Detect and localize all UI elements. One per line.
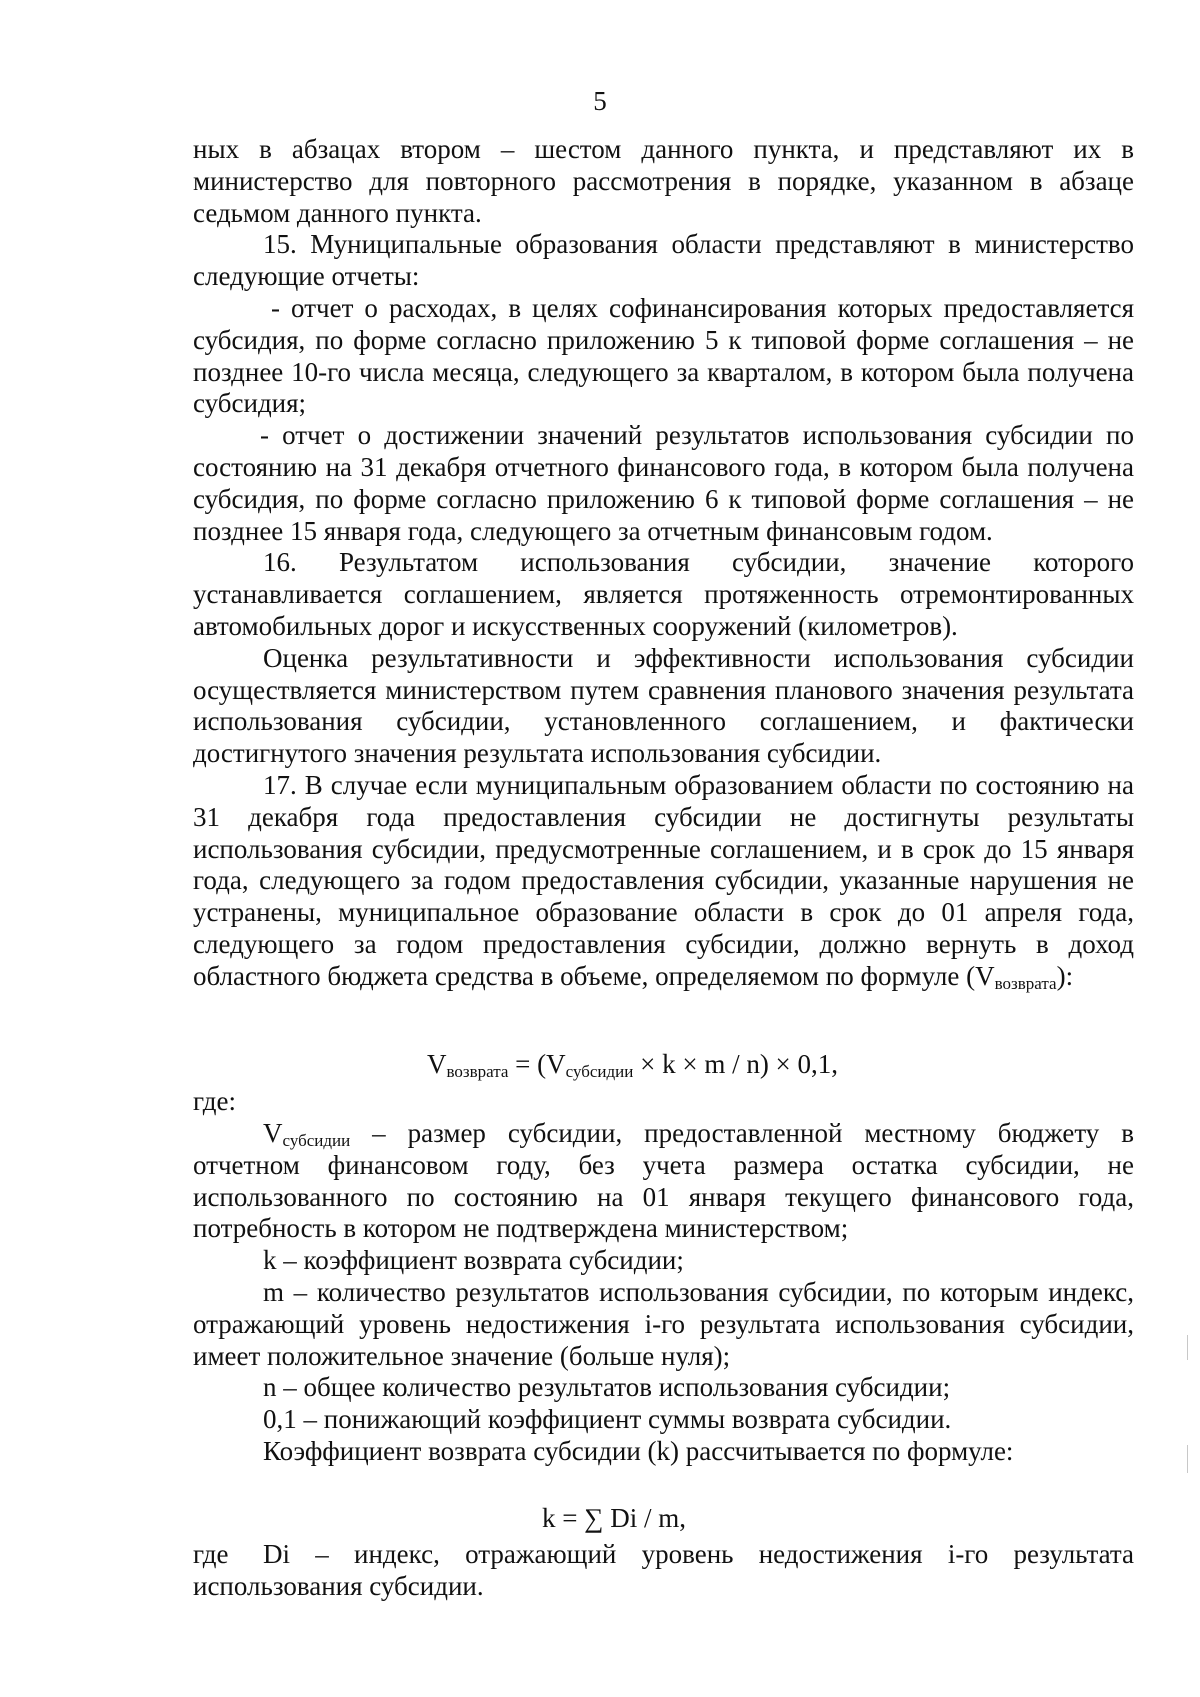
definition-m: m – количество результатов использования субсидии, по которым индекс, отражающий уровень недостижения i-го результата использования субсидии, имеет положительное значение (больше нуля);	[193, 1276, 1134, 1371]
formula-return-amount	[0, 1049, 1200, 1081]
definition-di-text: Di – индекс, отражающий уровень недостижения i-го результата использования субсидии.	[193, 1539, 1134, 1601]
paragraph-continuation: ных в абзацах втором – шестом данного пункта, и представляют их в министерство для повторного рассмотрения в порядке, указанном в абзаце седьмом данного пункта.	[193, 134, 1134, 228]
paragraph-16: 16. Результатом использования субсидии, значение которого устанавливается соглашением, является протяженность отремонтированных автомобильных дорог и искусственных сооружений (километров).	[193, 547, 1134, 641]
scan-artifact-line	[1187, 1335, 1188, 1360]
paragraph-17	[193, 770, 1134, 993]
formula-k-where	[193, 1539, 1134, 1603]
definition-v-symbol: V	[263, 1118, 283, 1148]
paragraph-17-subscript: возврата	[994, 973, 1057, 993]
definition-coefficient: 0,1 – понижающий коэффициент суммы возврата субсидии.	[263, 1404, 952, 1435]
paragraph-17-end: ):	[1056, 960, 1074, 991]
formula-lhs-subscript: возврата	[446, 1062, 509, 1081]
paragraph-15: 15. Муниципальные образования области представляют в министерство следующие отчеты:	[193, 229, 1134, 292]
where-label: где:	[193, 1086, 236, 1116]
paragraph-17-text: 17. В случае если муниципальным образованием области по состоянию на 31 декабря года предоставления субсидии не достигнуты результаты использования субсидии, предусмотренные соглашением, и в срок до 15 января года, следующего за годом предоставления субсидии, указанные нарушения не устранены, муниципальное образование области в срок до 01 апреля года, следующего за годом предоставления субсидии, должно вернуть в доход областного бюджета средства в объеме, определяемом по формуле (V	[193, 769, 1134, 991]
paragraph-16-evaluation: Оценка результативности и эффективности использования субсидии осуществляется министерством путем сравнения планового значения результата использования субсидии, установленного соглашением, и фактически достигнутого значения результата использования субсидии.	[193, 642, 1134, 769]
paragraph-15-item-1: - отчет о расходах, в целях софинансирования которых предоставляется субсидия, по форме согласно приложению 5 к типовой форме соглашения – не позднее 10-го числа месяца, следующего за кварталом, в котором была получена субсидия;	[193, 292, 1134, 419]
scan-artifact-line	[1187, 1445, 1188, 1473]
document-body	[193, 134, 1134, 993]
definition-di	[193, 1539, 1134, 1603]
where2-label: где	[193, 1539, 229, 1569]
formula-rhs: × k × m / n) × 0,1,	[633, 1049, 839, 1079]
formula-mid-subscript: субсидии	[565, 1062, 634, 1081]
definition-n: n – общее количество результатов использования субсидии;	[263, 1372, 951, 1403]
definition-v-subsidy	[193, 1118, 1134, 1245]
formula-lhs: V	[426, 1049, 447, 1079]
definition-k: k – коэффициент возврата субсидии;	[263, 1245, 684, 1276]
formula-mid: = (V	[508, 1049, 566, 1079]
definition-k-calculation: Коэффициент возврата субсидии (k) рассчитывается по формуле:	[263, 1435, 1014, 1466]
formula-definitions	[193, 1118, 1134, 1468]
page-number: 5	[593, 86, 607, 116]
formula-coefficient-k: k = ∑ Di / m,	[542, 1503, 686, 1533]
definition-v-subscript: субсидии	[282, 1131, 351, 1150]
definition-v-text: – размер субсидии, предоставленной местному бюджету в отчетном финансовом году, без учета размера остатка субсидии, не использованного по состоянию на 01 января текущего финансового года, потребность в котором не подтверждена министерством;	[193, 1118, 1134, 1244]
paragraph-15-item-2: - отчет о достижении значений результатов использования субсидии по состоянию на 31 декабря отчетного финансового года, в котором была получена субсидия, по форме согласно приложению 6 к типовой форме соглашения – не позднее 15 января года, следующего за отчетным финансовым годом.	[193, 420, 1134, 546]
